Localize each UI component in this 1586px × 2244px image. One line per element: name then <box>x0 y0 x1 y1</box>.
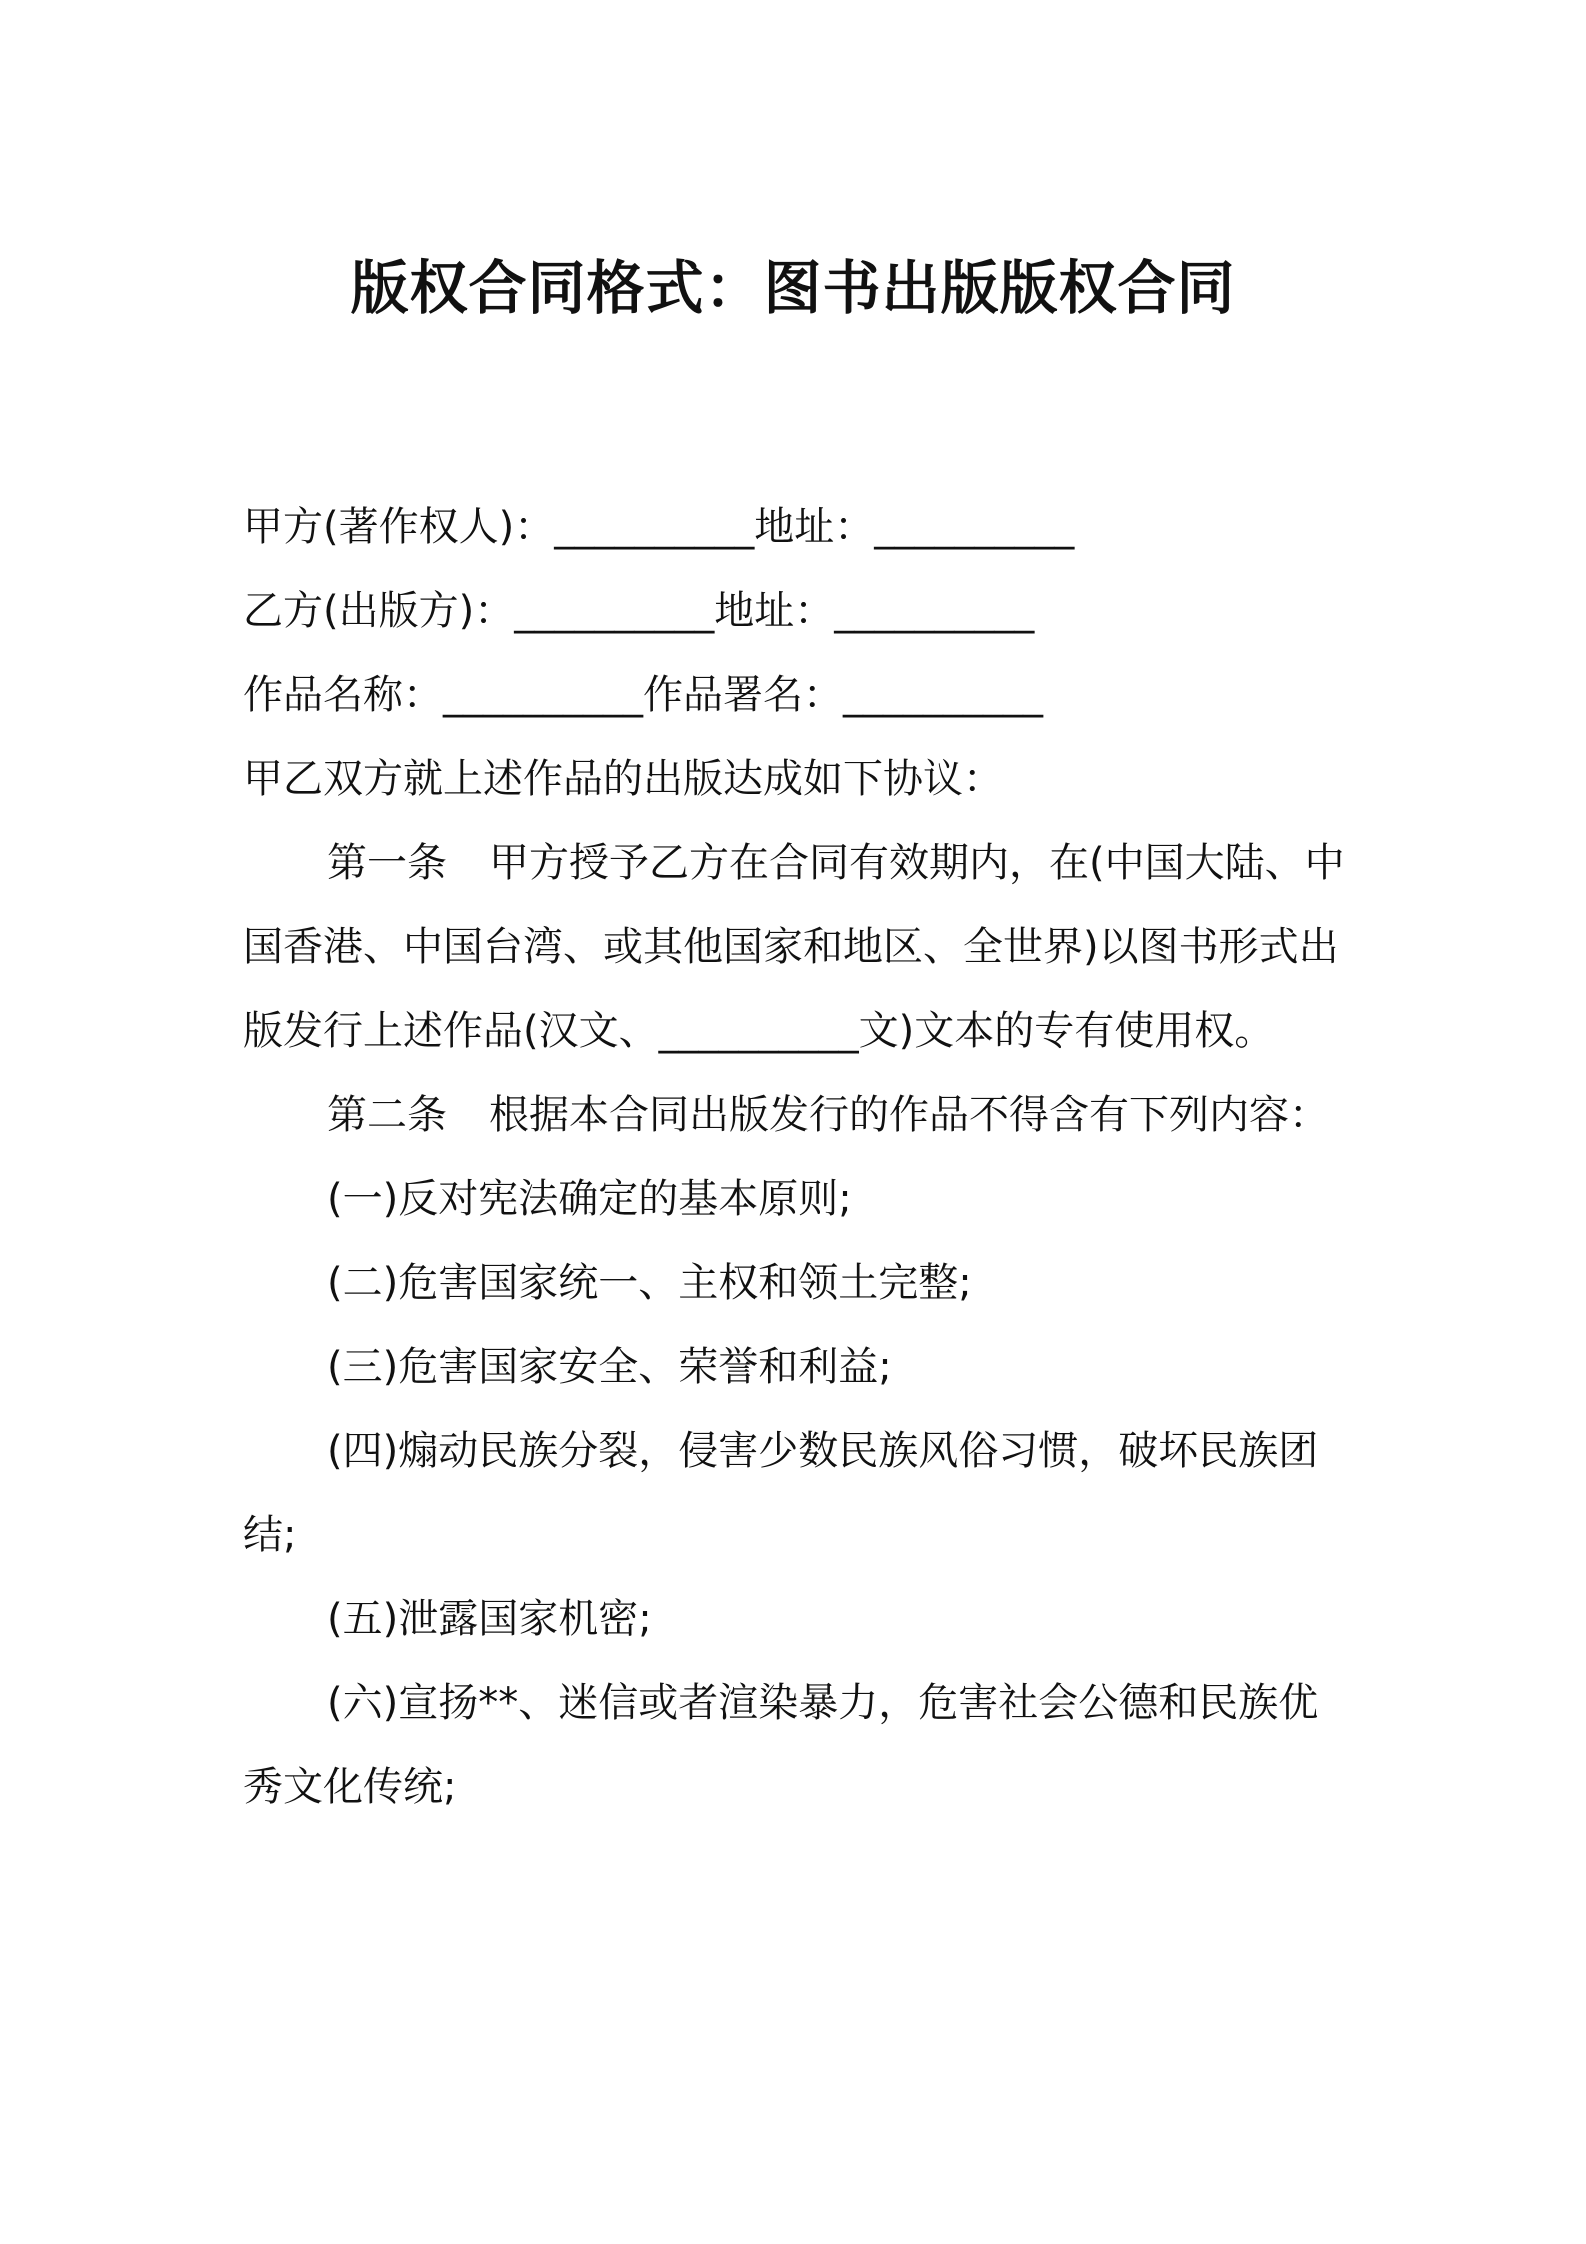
party-b-line: 乙方(出版方)：__________地址：__________ <box>243 588 1035 634</box>
article-2-heading: 第二条 <box>327 1092 447 1138</box>
list-item: (二)危害国家统一、主权和领土完整; <box>327 1260 972 1306</box>
document-body <box>243 485 1353 1829</box>
article-2 <box>243 1073 1353 1157</box>
party-a-line: 甲方(著作权人)：__________地址：__________ <box>243 504 1075 550</box>
article-1-text: 甲方授予乙方在合同有效期内，在(中国大陆、中国香港、中国台湾、或其他国家和地区、全世界)以图书形式出版发行上述作品(汉文、__________文)文本的专有使用权。 <box>243 840 1345 1054</box>
article-1 <box>243 821 1353 1073</box>
list-item: (五)泄露国家机密; <box>327 1596 652 1642</box>
list-item: (四)煽动民族分裂，侵害少数民族风俗习惯，破坏民族团结; <box>243 1428 1319 1558</box>
intro-line: 甲乙双方就上述作品的出版达成如下协议： <box>243 756 1003 802</box>
document-title: 版权合同格式：图书出版版权合同 <box>350 254 1236 322</box>
article-1-heading: 第一条 <box>327 840 447 886</box>
article-2-text: 根据本合同出版发行的作品不得含有下列内容： <box>489 1092 1329 1138</box>
list-item: (六)宣扬**、迷信或者渲染暴力，危害社会公德和民族优秀文化传统; <box>243 1680 1319 1810</box>
work-line: 作品名称：__________作品署名：__________ <box>243 672 1043 718</box>
list-item: (三)危害国家安全、荣誉和利益; <box>327 1344 892 1390</box>
list-item: (一)反对宪法确定的基本原则; <box>327 1176 852 1222</box>
